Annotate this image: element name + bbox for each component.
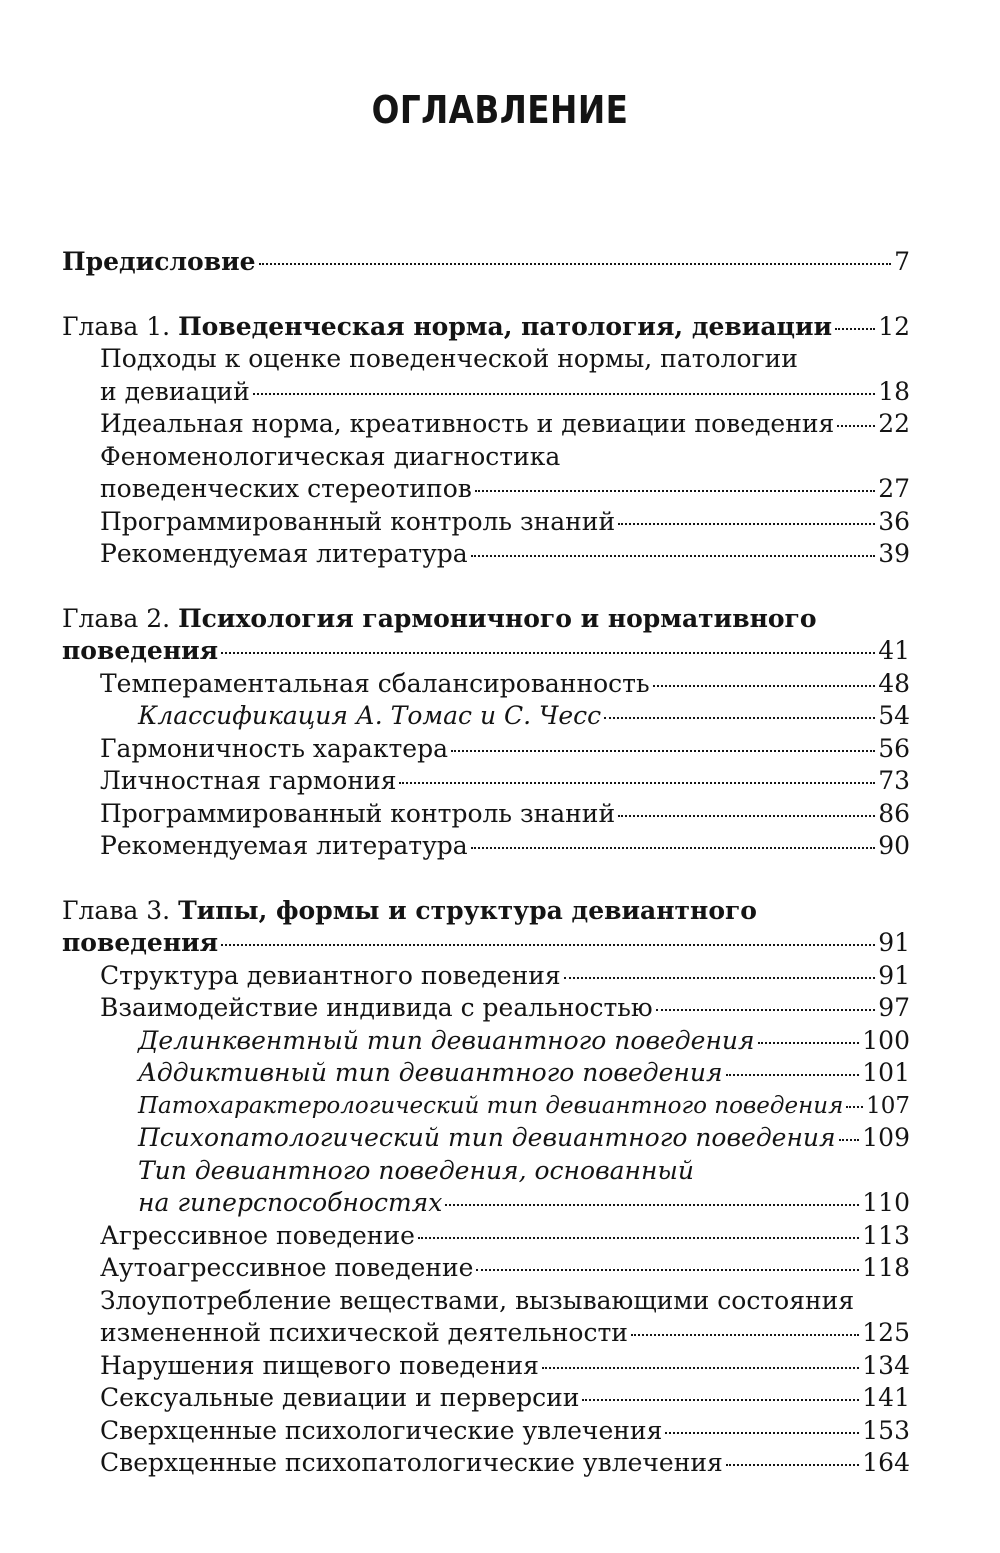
toc-section-1-3-line1[interactable]: Феноменологическая диагностика [100,441,561,471]
dot-leader [471,555,875,557]
toc-chapter-1[interactable]: Глава 1. Поведенческая норма, патология, девиации 12 [62,311,910,341]
dot-leader [837,425,875,427]
dot-leader [726,1074,860,1076]
toc-subsection-2-1-1[interactable]: Классификация А. Томас и С. Чесс 54 [138,701,910,730]
dot-leader [846,1106,863,1108]
toc-subsection-3-2-5-line1[interactable]: Тип девиантного поведения, основанный [138,1155,694,1185]
toc-section-3-4[interactable]: Аутоагрессивное поведение 118 [100,1253,910,1282]
dot-leader [653,685,876,687]
toc-section-3-5[interactable]: измененной психической деятельности 125 [100,1318,910,1347]
toc-section-3-5-line1[interactable]: Злоупотребление веществами, вызывающими состояния [100,1285,855,1315]
dot-leader [259,263,892,265]
toc-section-2-3[interactable]: Личностная гармония 73 [100,766,910,795]
dot-leader [839,1139,860,1141]
page-title: ОГЛАВЛЕНИЕ [371,88,629,132]
toc-section-1-1-line1[interactable]: Подходы к оценке поведенческой нормы, патологии [100,344,798,373]
dot-leader [726,1464,859,1466]
dot-leader [758,1042,860,1044]
toc-section-2-1[interactable]: Темпераментальная сбалансированность 48 [100,668,910,698]
dot-leader [618,523,875,525]
dot-leader [471,847,875,849]
dot-leader [656,1009,876,1011]
dot-leader [221,944,875,946]
toc-chapter-3-line1[interactable]: Глава 3. Типы, формы и структура девиантного [62,895,757,925]
toc-chapter-2[interactable]: поведения 41 [62,636,910,665]
toc-chapter-2-line1[interactable]: Глава 2. Психология гармоничного и нормативного [62,603,817,633]
dot-leader [476,1269,859,1271]
toc-section-1-4[interactable]: Программированный контроль знаний 36 [100,506,910,536]
dot-leader [618,815,875,817]
table-of-contents [62,246,910,1480]
toc-section-3-7[interactable]: Сексуальные девиации и перверсии 141 [100,1383,910,1412]
dot-leader [451,750,875,752]
toc-section-2-2[interactable]: Гармоничность характера 56 [100,733,910,763]
toc-chapter-3[interactable]: поведения 91 [62,928,910,957]
dot-leader [475,490,875,492]
toc-section-3-8[interactable]: Сверхценные психологические увлечения 153 [100,1415,910,1445]
dot-leader [665,1432,859,1434]
toc-section-1-2[interactable]: Идеальная норма, креативность и девиации поведения 22 [100,409,910,438]
toc-subsection-3-2-2[interactable]: Аддиктивный тип девиантного поведения 101 [138,1058,910,1087]
toc-subsection-3-2-5[interactable]: на гиперспособностях 110 [138,1188,910,1217]
toc-section-1-3[interactable]: поведенческих стереотипов 27 [100,474,910,503]
toc-section-1-1[interactable]: и девиаций 18 [100,376,910,406]
toc-section-3-3[interactable]: Агрессивное поведение 113 [100,1220,910,1250]
dot-leader [631,1334,859,1336]
dot-leader [221,652,875,654]
dot-leader [564,977,875,979]
dot-leader [582,1399,859,1401]
toc-subsection-3-2-1[interactable]: Делинквентный тип девиантного поведения 100 [138,1025,910,1055]
dot-leader [542,1367,859,1369]
toc-entry-preface[interactable]: Предисловие 7 [62,247,910,276]
toc-section-1-5[interactable]: Рекомендуемая литература 39 [100,539,910,568]
dot-leader [253,393,875,395]
dot-leader [399,782,875,784]
dot-leader [604,717,875,719]
toc-subsection-3-2-4[interactable]: Психопатологический тип девиантного поведения 109 [138,1123,910,1152]
toc-section-3-2[interactable]: Взаимодействие индивида с реальностью 97 [100,993,910,1022]
dot-leader [445,1204,859,1206]
toc-section-3-6[interactable]: Нарушения пищевого поведения 134 [100,1350,910,1380]
toc-section-3-1[interactable]: Структура девиантного поведения 91 [100,960,910,990]
dot-leader [835,328,875,330]
toc-section-2-5[interactable]: Рекомендуемая литература 90 [100,831,910,860]
toc-section-3-9[interactable]: Сверхценные психопатологические увлечения 164 [100,1448,910,1477]
toc-subsection-3-2-3[interactable]: Патохарактерологический тип девиантного поведения 107 [138,1092,910,1119]
toc-section-2-4[interactable]: Программированный контроль знаний 86 [100,798,910,828]
dot-leader [418,1237,859,1239]
